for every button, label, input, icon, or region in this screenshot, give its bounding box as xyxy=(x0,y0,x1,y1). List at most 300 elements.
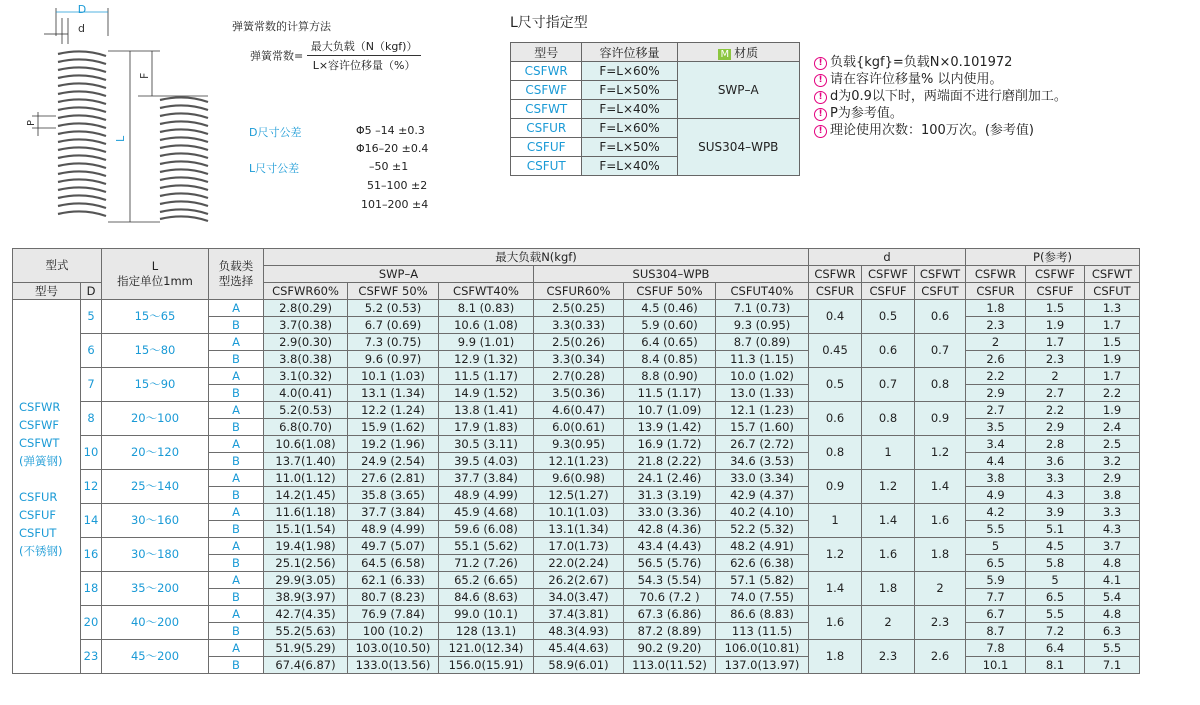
pitch-cell: 1.9 xyxy=(1085,402,1140,419)
l-tolerance-label: L尺寸公差 xyxy=(249,162,300,175)
formula-numerator: 最大负载（N（kgf)） xyxy=(307,38,422,56)
table-row xyxy=(13,300,1140,317)
max-load-cell: 84.6 (8.63) xyxy=(439,589,534,606)
max-load-cell: 9.3 (0.95) xyxy=(716,317,809,334)
max-load-cell: 15.7 (1.60) xyxy=(716,419,809,436)
h-d-csfut: CSFUT xyxy=(915,283,966,300)
pitch-cell: 3.2 xyxy=(1085,453,1140,470)
max-load-cell: 2.8(0.29) xyxy=(264,300,348,317)
type-line: CSFUR xyxy=(19,490,58,504)
formula-fraction xyxy=(307,38,422,73)
ltable-h-disp: 容许位移量 xyxy=(582,43,677,62)
h-csfwf50: CSFWF 50% xyxy=(348,283,439,300)
max-load-cell: 8.1 (0.83) xyxy=(439,300,534,317)
pitch-cell: 4.5 xyxy=(1026,538,1085,555)
load-type-cell: A xyxy=(209,334,264,351)
wire-d-cell: 0.5 xyxy=(862,300,915,334)
D-cell: 6 xyxy=(81,334,102,368)
max-load-cell: 48.3(4.93) xyxy=(534,623,624,640)
pitch-cell: 7.1 xyxy=(1085,657,1140,674)
load-type-cell: A xyxy=(209,402,264,419)
max-load-cell: 90.2 (9.20) xyxy=(624,640,716,657)
pitch-cell: 4.3 xyxy=(1026,487,1085,504)
max-load-cell: 67.4(6.87) xyxy=(264,657,348,674)
max-load-cell: 14.9 (1.52) xyxy=(439,385,534,402)
d-tolerance-line-1: Φ5 –14 ±0.3 xyxy=(356,124,425,137)
pitch-cell: 2.2 xyxy=(966,368,1026,385)
ltable-disp: F=L×40% xyxy=(582,100,677,119)
load-type-cell: B xyxy=(209,657,264,674)
max-load-cell: 12.2 (1.24) xyxy=(348,402,439,419)
d-tolerance-label: D尺寸公差 xyxy=(249,126,302,139)
wire-d-cell: 1.4 xyxy=(809,572,862,606)
h-d-csfwr: CSFWR xyxy=(809,266,862,283)
note-item xyxy=(814,105,1067,122)
pitch-cell: 2.5 xyxy=(1085,436,1140,453)
max-load-cell: 27.6 (2.81) xyxy=(348,470,439,487)
wire-d-cell: 1.6 xyxy=(862,538,915,572)
max-load-cell: 13.9 (1.42) xyxy=(624,419,716,436)
max-load-cell: 55.1 (5.62) xyxy=(439,538,534,555)
h-p-csfwr: CSFWR xyxy=(966,266,1026,283)
wire-d-cell: 1.2 xyxy=(862,470,915,504)
notes xyxy=(814,54,1067,139)
max-load-cell: 11.3 (1.15) xyxy=(716,351,809,368)
pitch-cell: 1.8 xyxy=(966,300,1026,317)
load-type-cell: B xyxy=(209,453,264,470)
h-L: L 指定单位1mm xyxy=(102,249,209,300)
h-d: d xyxy=(809,249,966,266)
warning-icon: ! xyxy=(814,125,827,138)
max-load-cell: 13.0 (1.33) xyxy=(716,385,809,402)
pitch-cell: 5.9 xyxy=(966,572,1026,589)
l-size-table xyxy=(510,42,800,176)
max-load-cell: 31.3 (3.19) xyxy=(624,487,716,504)
max-load-cell: 42.8 (4.36) xyxy=(624,521,716,538)
max-load-cell: 45.4(4.63) xyxy=(534,640,624,657)
max-load-cell: 12.9 (1.32) xyxy=(439,351,534,368)
l-tolerance-line-3: 101–200 ±4 xyxy=(361,198,429,211)
load-type-cell: A xyxy=(209,504,264,521)
ltable-code: CSFUR xyxy=(511,119,582,138)
max-load-cell: 9.6(0.98) xyxy=(534,470,624,487)
max-load-cell: 62.6 (6.38) xyxy=(716,555,809,572)
pitch-cell: 5.5 xyxy=(966,521,1026,538)
max-load-cell: 8.7 (0.89) xyxy=(716,334,809,351)
max-load-cell: 3.1(0.32) xyxy=(264,368,348,385)
h-d-csfwt: CSFWT xyxy=(915,266,966,283)
d-tolerance-line-2: Φ16–20 ±0.4 xyxy=(356,142,429,155)
label-F: F xyxy=(138,72,151,79)
h-load-type: 负载类 型选择 xyxy=(209,249,264,300)
note-item xyxy=(814,54,1067,71)
pitch-cell: 7.7 xyxy=(966,589,1026,606)
spring-constant-formula xyxy=(250,38,421,73)
load-type-cell: B xyxy=(209,521,264,538)
h-csfut40: CSFUT40% xyxy=(716,283,809,300)
note-item xyxy=(814,71,1067,88)
ltable-disp: F=L×50% xyxy=(582,81,677,100)
wire-d-cell: 0.5 xyxy=(809,368,862,402)
max-load-cell: 24.1 (2.46) xyxy=(624,470,716,487)
max-load-cell: 56.5 (5.76) xyxy=(624,555,716,572)
load-type-cell: A xyxy=(209,470,264,487)
max-load-cell: 34.0(3.47) xyxy=(534,589,624,606)
pitch-cell: 4.9 xyxy=(966,487,1026,504)
pitch-cell: 1.7 xyxy=(1026,334,1085,351)
max-load-cell: 26.2(2.67) xyxy=(534,572,624,589)
type-cell xyxy=(13,300,81,674)
D-cell: 5 xyxy=(81,300,102,334)
load-type-cell: B xyxy=(209,623,264,640)
max-load-cell: 34.6 (3.53) xyxy=(716,453,809,470)
max-load-cell: 3.3(0.33) xyxy=(534,317,624,334)
max-load-cell: 4.6(0.47) xyxy=(534,402,624,419)
max-load-cell: 37.4(3.81) xyxy=(534,606,624,623)
pitch-cell: 8.1 xyxy=(1026,657,1085,674)
max-load-cell: 3.7(0.38) xyxy=(264,317,348,334)
max-load-cell: 48.9 (4.99) xyxy=(348,521,439,538)
h-csfwt40: CSFWT40% xyxy=(439,283,534,300)
L-range-cell: 30～160 xyxy=(102,504,209,538)
wire-d-cell: 1.6 xyxy=(809,606,862,640)
pitch-cell: 5.8 xyxy=(1026,555,1085,572)
max-load-cell: 10.6(1.08) xyxy=(264,436,348,453)
load-type-cell: B xyxy=(209,487,264,504)
ltable-h-model: 型号 xyxy=(511,43,582,62)
h-csfwr60: CSFWR60% xyxy=(264,283,348,300)
max-load-cell: 12.1 (1.23) xyxy=(716,402,809,419)
label-P: P xyxy=(26,119,37,126)
max-load-cell: 4.0(0.41) xyxy=(264,385,348,402)
max-load-cell: 42.9 (4.37) xyxy=(716,487,809,504)
max-load-cell: 86.6 (8.83) xyxy=(716,606,809,623)
pitch-cell: 5.4 xyxy=(1085,589,1140,606)
wire-d-cell: 0.6 xyxy=(862,334,915,368)
table-row xyxy=(13,504,1140,521)
ltable-title: L尺寸指定型 xyxy=(510,15,588,31)
max-load-cell: 9.6 (0.97) xyxy=(348,351,439,368)
wire-d-cell: 0.6 xyxy=(915,300,966,334)
note-text: 理论使用次数：100万次。(参考值) xyxy=(830,123,1034,138)
ltable-disp: F=L×40% xyxy=(582,157,677,176)
D-cell: 10 xyxy=(81,436,102,470)
type-line: CSFUT xyxy=(19,526,57,540)
pitch-cell: 6.4 xyxy=(1026,640,1085,657)
max-load-cell: 133.0(13.56) xyxy=(348,657,439,674)
wire-d-cell: 1.4 xyxy=(915,470,966,504)
pitch-cell: 3.6 xyxy=(1026,453,1085,470)
max-load-cell: 2.5(0.25) xyxy=(534,300,624,317)
ltable-code: CSFWT xyxy=(511,100,582,119)
pitch-cell: 6.7 xyxy=(966,606,1026,623)
max-load-cell: 26.7 (2.72) xyxy=(716,436,809,453)
h-type: 型式 xyxy=(13,249,102,283)
L-range-cell: 15～90 xyxy=(102,368,209,402)
warning-icon: ! xyxy=(814,57,827,70)
max-load-cell: 7.3 (0.75) xyxy=(348,334,439,351)
table-row xyxy=(13,334,1140,351)
l-tolerance-line-2: 51–100 ±2 xyxy=(367,179,428,192)
pitch-cell: 3.3 xyxy=(1085,504,1140,521)
max-load-cell: 6.7 (0.69) xyxy=(348,317,439,334)
max-load-cell: 13.8 (1.41) xyxy=(439,402,534,419)
max-load-cell: 64.5 (6.58) xyxy=(348,555,439,572)
max-load-cell: 37.7 (3.84) xyxy=(439,470,534,487)
max-load-cell: 15.9 (1.62) xyxy=(348,419,439,436)
pitch-cell: 1.9 xyxy=(1085,351,1140,368)
ltable-row xyxy=(511,62,800,81)
max-load-cell: 8.4 (0.85) xyxy=(624,351,716,368)
pitch-cell: 1.7 xyxy=(1085,368,1140,385)
max-load-cell: 10.0 (1.02) xyxy=(716,368,809,385)
L-range-cell: 15～80 xyxy=(102,334,209,368)
pitch-cell: 3.5 xyxy=(966,419,1026,436)
h-p-csfuf: CSFUF xyxy=(1026,283,1085,300)
max-load-cell: 29.9(3.05) xyxy=(264,572,348,589)
h-sus: SUS304–WPB xyxy=(534,266,809,283)
max-load-cell: 70.6 (7.2 ) xyxy=(624,589,716,606)
pitch-cell: 2.9 xyxy=(966,385,1026,402)
max-load-cell: 57.1 (5.82) xyxy=(716,572,809,589)
load-type-cell: B xyxy=(209,351,264,368)
pitch-cell: 2.3 xyxy=(1026,351,1085,368)
max-load-cell: 3.5(0.36) xyxy=(534,385,624,402)
pitch-cell: 3.7 xyxy=(1085,538,1140,555)
pitch-cell: 1.5 xyxy=(1085,334,1140,351)
max-load-cell: 33.0 (3.34) xyxy=(716,470,809,487)
wire-d-cell: 0.45 xyxy=(809,334,862,368)
pitch-cell: 6.3 xyxy=(1085,623,1140,640)
max-load-cell: 58.9(6.01) xyxy=(534,657,624,674)
max-load-cell: 15.1(1.54) xyxy=(264,521,348,538)
max-load-cell: 9.3(0.95) xyxy=(534,436,624,453)
spec-table xyxy=(12,248,1140,674)
L-range-cell: 45～200 xyxy=(102,640,209,674)
wire-d-cell: 2 xyxy=(862,606,915,640)
max-load-cell: 37.7 (3.84) xyxy=(348,504,439,521)
max-load-cell: 19.4(1.98) xyxy=(264,538,348,555)
max-load-cell: 10.7 (1.09) xyxy=(624,402,716,419)
pitch-cell: 5.5 xyxy=(1085,640,1140,657)
max-load-cell: 48.2 (4.91) xyxy=(716,538,809,555)
pitch-cell: 4.8 xyxy=(1085,606,1140,623)
ltable-material: SWP–A xyxy=(677,62,799,119)
max-load-cell: 113 (11.5) xyxy=(716,623,809,640)
D-cell: 14 xyxy=(81,504,102,538)
L-range-cell: 15～65 xyxy=(102,300,209,334)
wire-d-cell: 0.4 xyxy=(809,300,862,334)
table-row xyxy=(13,640,1140,657)
note-text: P为参考值。 xyxy=(830,106,903,121)
max-load-cell: 99.0 (10.1) xyxy=(439,606,534,623)
wire-d-cell: 1.4 xyxy=(862,504,915,538)
pitch-cell: 2.7 xyxy=(1026,385,1085,402)
pitch-cell: 3.9 xyxy=(1026,504,1085,521)
L-range-cell: 20～100 xyxy=(102,402,209,436)
pitch-cell: 1.3 xyxy=(1085,300,1140,317)
wire-d-cell: 2.6 xyxy=(915,640,966,674)
max-load-cell: 2.7(0.28) xyxy=(534,368,624,385)
max-load-cell: 121.0(12.34) xyxy=(439,640,534,657)
label-L: L xyxy=(114,135,127,142)
max-load-cell: 10.6 (1.08) xyxy=(439,317,534,334)
load-type-cell: A xyxy=(209,436,264,453)
material-badge: M xyxy=(720,48,730,60)
pitch-cell: 2.9 xyxy=(1026,419,1085,436)
load-type-cell: A xyxy=(209,572,264,589)
type-line: CSFWR xyxy=(19,400,61,414)
h-p-csfur: CSFUR xyxy=(966,283,1026,300)
load-type-cell: A xyxy=(209,606,264,623)
type-line: (不锈钢) xyxy=(19,544,63,558)
warning-icon: ! xyxy=(814,74,827,87)
max-load-cell: 137.0(13.97) xyxy=(716,657,809,674)
wire-d-cell: 1.6 xyxy=(915,504,966,538)
D-cell: 7 xyxy=(81,368,102,402)
max-load-cell: 33.0 (3.36) xyxy=(624,504,716,521)
pitch-cell: 7.2 xyxy=(1026,623,1085,640)
wire-d-cell: 2.3 xyxy=(915,606,966,640)
max-load-cell: 19.2 (1.96) xyxy=(348,436,439,453)
pitch-cell: 3.3 xyxy=(1026,470,1085,487)
max-load-cell: 16.9 (1.72) xyxy=(624,436,716,453)
max-load-cell: 5.9 (0.60) xyxy=(624,317,716,334)
pitch-cell: 5.1 xyxy=(1026,521,1085,538)
type-line xyxy=(19,470,80,488)
h-p-csfwf: CSFWF xyxy=(1026,266,1085,283)
max-load-cell: 3.8(0.38) xyxy=(264,351,348,368)
note-item xyxy=(814,122,1067,139)
pitch-cell: 2.8 xyxy=(1026,436,1085,453)
label-d: d xyxy=(78,22,85,35)
max-load-cell: 22.0(2.24) xyxy=(534,555,624,572)
max-load-cell: 7.1 (0.73) xyxy=(716,300,809,317)
pitch-cell: 2 xyxy=(1026,368,1085,385)
L-range-cell: 30～180 xyxy=(102,538,209,572)
max-load-cell: 42.7(4.35) xyxy=(264,606,348,623)
ltable-disp: F=L×60% xyxy=(582,62,677,81)
l-tolerance-line-1: –50 ±1 xyxy=(369,160,409,173)
max-load-cell: 13.7(1.40) xyxy=(264,453,348,470)
pitch-cell: 8.7 xyxy=(966,623,1026,640)
h-d-csfur: CSFUR xyxy=(809,283,862,300)
max-load-cell: 8.8 (0.90) xyxy=(624,368,716,385)
max-load-cell: 11.6(1.18) xyxy=(264,504,348,521)
table-row xyxy=(13,436,1140,453)
pitch-cell: 2.2 xyxy=(1085,385,1140,402)
h-model: 型号 xyxy=(13,283,81,300)
h-csfur60: CSFUR60% xyxy=(534,283,624,300)
wire-d-cell: 1 xyxy=(862,436,915,470)
max-load-cell: 6.8(0.70) xyxy=(264,419,348,436)
wire-d-cell: 1.2 xyxy=(915,436,966,470)
note-text: 请在容许位移量% 以内使用。 xyxy=(830,72,1003,87)
max-load-cell: 59.6 (6.08) xyxy=(439,521,534,538)
pitch-cell: 4.1 xyxy=(1085,572,1140,589)
h-D: D xyxy=(81,283,102,300)
max-load-cell: 128 (13.1) xyxy=(439,623,534,640)
wire-d-cell: 0.9 xyxy=(809,470,862,504)
formula-lhs: 弹簧常数= xyxy=(250,49,304,63)
max-load-cell: 48.9 (4.99) xyxy=(439,487,534,504)
max-load-cell: 49.7 (5.07) xyxy=(348,538,439,555)
table-row xyxy=(13,606,1140,623)
max-load-cell: 10.1 (1.03) xyxy=(348,368,439,385)
warning-icon: ! xyxy=(814,108,827,121)
max-load-cell: 24.9 (2.54) xyxy=(348,453,439,470)
wire-d-cell: 1.2 xyxy=(809,538,862,572)
spring-diagram xyxy=(20,4,220,229)
max-load-cell: 62.1 (6.33) xyxy=(348,572,439,589)
max-load-cell: 11.5 (1.17) xyxy=(439,368,534,385)
wire-d-cell: 1.8 xyxy=(809,640,862,674)
h-p: P(参考) xyxy=(966,249,1140,266)
D-cell: 16 xyxy=(81,538,102,572)
wire-d-cell: 0.7 xyxy=(862,368,915,402)
ltable-row xyxy=(511,119,800,138)
h-p-csfut: CSFUT xyxy=(1085,283,1140,300)
max-load-cell: 76.9 (7.84) xyxy=(348,606,439,623)
pitch-cell: 4.2 xyxy=(966,504,1026,521)
D-cell: 12 xyxy=(81,470,102,504)
load-type-cell: A xyxy=(209,300,264,317)
max-load-cell: 113.0(11.52) xyxy=(624,657,716,674)
max-load-cell: 40.2 (4.10) xyxy=(716,504,809,521)
wire-d-cell: 0.6 xyxy=(809,402,862,436)
max-load-cell: 14.2(1.45) xyxy=(264,487,348,504)
max-load-cell: 100 (10.2) xyxy=(348,623,439,640)
max-load-cell: 21.8 (2.22) xyxy=(624,453,716,470)
note-item xyxy=(814,88,1067,105)
ltable-h-material: M 材质 xyxy=(677,43,799,62)
type-line: CSFUF xyxy=(19,508,56,522)
max-load-cell: 71.2 (7.26) xyxy=(439,555,534,572)
table-row xyxy=(13,538,1140,555)
D-cell: 20 xyxy=(81,606,102,640)
L-range-cell: 20～120 xyxy=(102,436,209,470)
load-type-cell: A xyxy=(209,368,264,385)
load-type-cell: A xyxy=(209,640,264,657)
max-load-cell: 2.9(0.30) xyxy=(264,334,348,351)
max-load-cell: 13.1(1.34) xyxy=(534,521,624,538)
pitch-cell: 5 xyxy=(1026,572,1085,589)
max-load-cell: 4.5 (0.46) xyxy=(624,300,716,317)
max-load-cell: 55.2(5.63) xyxy=(264,623,348,640)
note-text: 负载{kgf}=负载N×0.101972 xyxy=(830,55,1013,70)
wire-d-cell: 2.3 xyxy=(862,640,915,674)
ltable-code: CSFWF xyxy=(511,81,582,100)
max-load-cell: 67.3 (6.86) xyxy=(624,606,716,623)
load-type-cell: B xyxy=(209,317,264,334)
max-load-cell: 51.9(5.29) xyxy=(264,640,348,657)
max-load-cell: 9.9 (1.01) xyxy=(439,334,534,351)
pitch-cell: 2.2 xyxy=(1026,402,1085,419)
h-d-csfwf: CSFWF xyxy=(862,266,915,283)
wire-d-cell: 0.8 xyxy=(862,402,915,436)
ltable-material: SUS304–WPB xyxy=(677,119,799,176)
ltable-disp: F=L×50% xyxy=(582,138,677,157)
pitch-cell: 2 xyxy=(966,334,1026,351)
max-load-cell: 5.2 (0.53) xyxy=(348,300,439,317)
pitch-cell: 2.4 xyxy=(1085,419,1140,436)
h-maxload: 最大负载N(kgf) xyxy=(264,249,809,266)
table-row xyxy=(13,470,1140,487)
wire-d-cell: 2 xyxy=(915,572,966,606)
max-load-cell: 103.0(10.50) xyxy=(348,640,439,657)
max-load-cell: 6.0(0.61) xyxy=(534,419,624,436)
formula-title: 弹簧常数的计算方法 xyxy=(232,20,331,33)
